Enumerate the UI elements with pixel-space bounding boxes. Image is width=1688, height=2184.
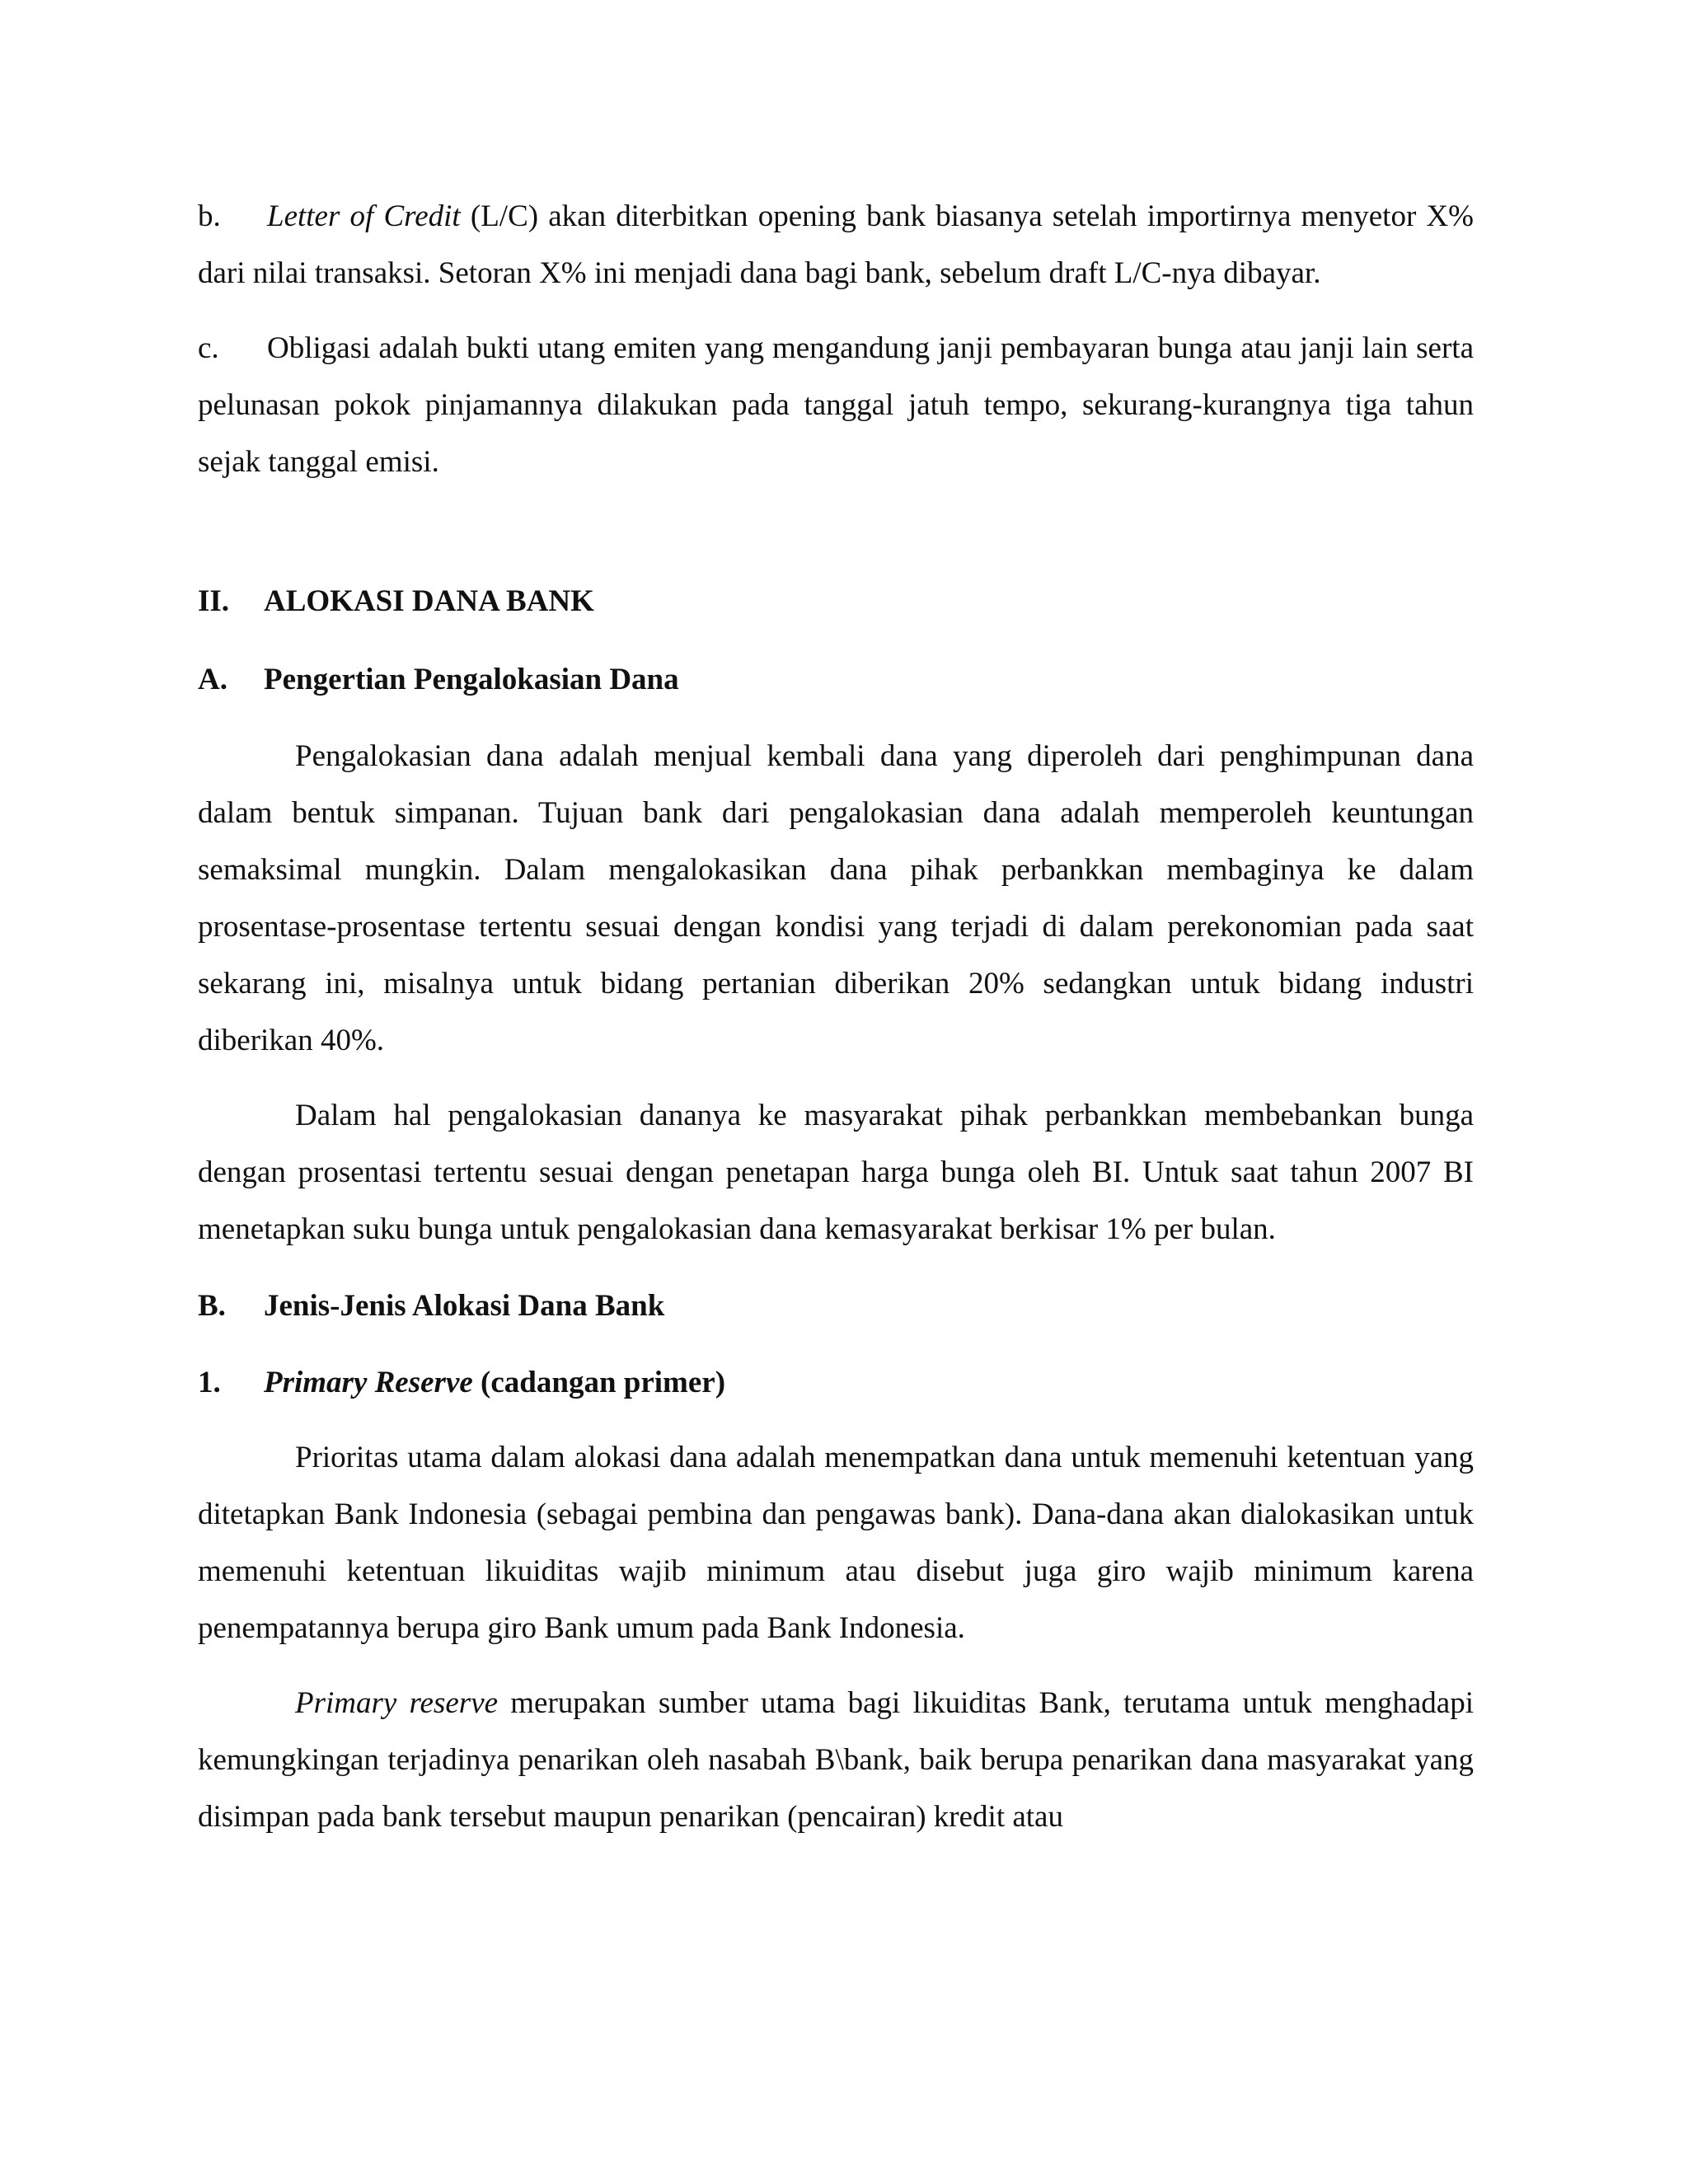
subsection-heading-a [198,651,1474,708]
document-page [198,188,1474,1845]
subsection-title-b: Jenis-Jenis Alokasi Dana Bank [264,1289,665,1323]
paragraph-primary-reserve-text: merupakan sumber utama bagi likuiditas Bank, terutama untuk menghadapi kemungkingan terjadinya penarikan oleh nasabah B\bank, baik berupa penarikan dana masyarakat yang disimpan pada bank tersebut maupun penarikan (pencairan) kredit atau [198,1686,1474,1834]
subsection-letter-b: B. [198,1289,226,1323]
section-number-ii: II. [198,584,230,618]
list-item-c [198,320,1474,490]
subsection-title-1-rest: (cadangan primer) [472,1366,726,1399]
subsection-number-1: 1. [198,1366,221,1399]
subsection-letter-a: A. [198,663,227,696]
paragraph-suku-bunga: Dalam hal pengalokasian dananya ke masyarakat pihak perbankkan membebankan bunga dengan prosentasi tertentu sesuai dengan penetapan harga bunga oleh BI. Untuk saat tahun 2007 BI menetapkan suku bunga untuk pengalokasian dana kemasyarakat berkisar 1% per bulan. [198,1099,1474,1246]
paragraph-prioritas: Prioritas utama dalam alokasi dana adalah menempatkan dana untuk memenuhi ketentuan yang ditetapkan Bank Indonesia (sebagai pembina dan pengawas bank). Dana-dana akan dialokasikan untuk memenuhi ketentuan likuiditas wajib minimum atau disebut juga giro wajib minimum karena penempatannya berupa giro Bank umum pada Bank Indonesia. [198,1441,1474,1645]
section-heading-ii [198,573,1474,630]
list-item-b [198,188,1474,302]
subsection-title-a: Pengertian Pengalokasian Dana [264,663,679,696]
list-text-c: Obligasi adalah bukti utang emiten yang mengandung janji pembayaran bunga atau janji lain serta pelunasan pokok pinjamannya dilakukan pada tanggal jatuh tempo, sekurang-kurangnya tiga tahun sejak tanggal emisi. [198,331,1474,479]
subsection-heading-1 [198,1354,1474,1411]
list-text-b: (L/C) akan diterbitkan opening bank biasanya setelah importirnya menyetor X% dari nilai transaksi. Setoran X% ini menjadi dana bagi bank, sebelum draft L/C-nya dibayar. [198,199,1474,290]
list-label-c: c. [198,331,219,365]
primary-reserve-inline-term: Primary reserve [295,1686,499,1720]
section-title-ii: ALOKASI DANA BANK [264,584,594,618]
primary-reserve-term: Primary Reserve [264,1366,473,1399]
paragraph-primary-reserve [198,1675,1474,1845]
letter-of-credit-term: Letter of Credit [267,199,461,233]
subsection-heading-b [198,1277,1474,1334]
paragraph-pengalokasian: Pengalokasian dana adalah menjual kembali dana yang diperoleh dari penghimpunan dana dalam bentuk simpanan. Tujuan bank dari pengalokasian dana adalah memperoleh keuntungan semaksimal mungkin. Dalam mengalokasikan dana pihak perbankkan membaginya ke dalam prosentase-prosentase tertentu sesuai dengan kondisi yang terjadi di dalam perekonomian pada saat sekarang ini, misalnya untuk bidang pertanian diberikan 20% sedangkan untuk bidang industri diberikan 40%. [198,739,1474,1057]
list-label-b: b. [198,199,221,233]
